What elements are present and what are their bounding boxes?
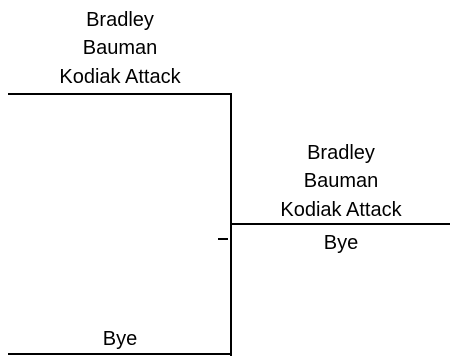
round1-top-last-name: Bauman (82, 37, 158, 59)
round2-winner-first-name: Bradley (307, 142, 375, 164)
round1-bottom-entry: Bye (102, 328, 138, 350)
round2-winner-line (232, 223, 450, 225)
round1-top-first-name: Bradley (86, 9, 154, 31)
round1-bottom-line (8, 353, 232, 355)
connector-tick (218, 238, 228, 240)
round2-result-label: Bye (323, 232, 359, 254)
round1-top-line (8, 93, 232, 95)
round2-winner-team: Kodiak Attack (280, 199, 402, 221)
round2-winner-last-name: Bauman (303, 170, 379, 192)
round1-top-team: Kodiak Attack (59, 66, 181, 88)
